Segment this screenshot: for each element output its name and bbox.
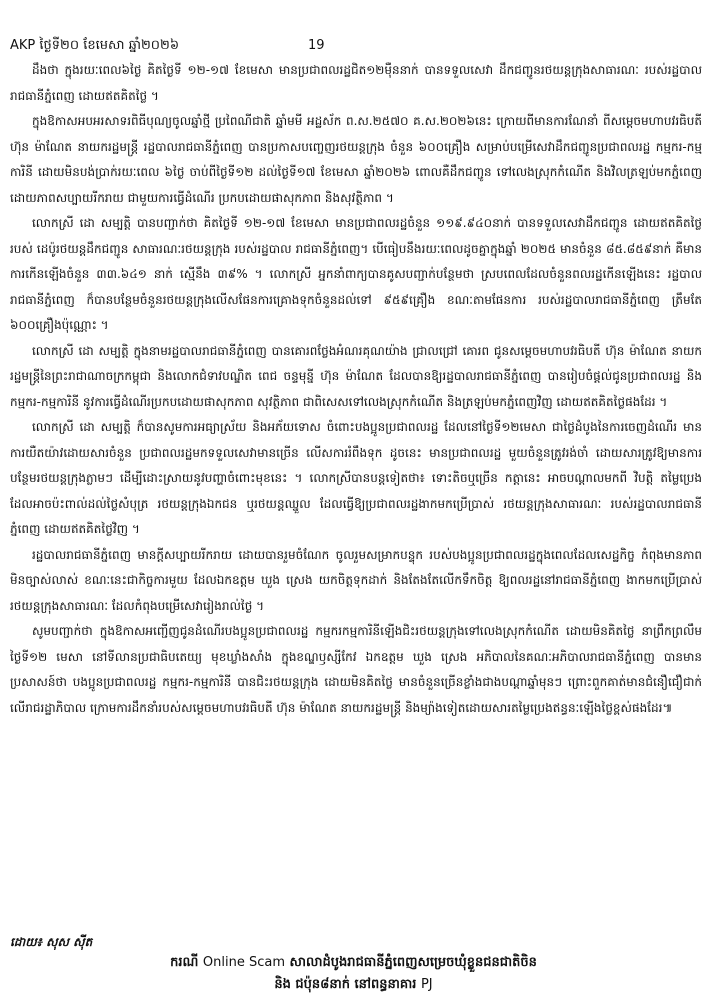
page-header xyxy=(10,36,700,56)
headline-line-2 xyxy=(0,974,707,996)
paragraph-2: ក្នុងឱកាសអបអរសាទរពិធីបុណ្យចូលឆ្នាំថ្មី ប្រពៃណីជាតិ ឆ្នាំមមី អដ្ឋស័ក ព.ស.២៥៧០ គ.ស.២០២៦នេះ ក្រោយពីមានការណែនាំ ពីសម្ដេចមហាបវរធិបតី ហ៊ុន ម៉ាណែត នាយករដ្ឋមន្ត្រី រដ្ឋបាលរាជធានីភ្នំពេញ បានប្រកាសបញ្ចេញរថយន្តក្រុង ចំនួន ៦០០គ្រឿង សម្រាប់បម្រើសេវាដឹកជញ្ជូនប្រជាពលរដ្ឋ កម្មករ-កម្មការិនី ដោយមិនបង់ប្រាក់រយៈពេល ៦ថ្ងៃ ចាប់ពីថ្ងៃទី១២ ដល់ថ្ងៃទី១៧ ខែមេសា ឆ្នាំ២០២៦ ពោលគឺដឹកជញ្ជូន ទៅលេងស្រុកកំណើត និងវិលត្រឡប់មកភ្នំពេញ ដោយភាពសប្បាយរីករាយ ជាមួយការធ្វើដំណើរ ប្រកបដោយផាសុកភាព និងសុវត្ថិភាព ។ xyxy=(10,114,702,205)
article-body xyxy=(10,58,702,930)
header-date: AKP ថ្ងៃទី២០ ខែមេសា ឆ្នាំ២០២៦ xyxy=(10,38,180,53)
page-number: 19 xyxy=(308,38,325,53)
headline-prefix: ករណី xyxy=(170,955,199,970)
headline-line2-latin: PJ xyxy=(420,977,433,992)
paragraph-3: លោកស្រី ដោ សម្បត្តិ បានបញ្ជាក់ថា គិតថ្ងៃទី ១២-១៧ ខែមេសា មានប្រជាពលរដ្ឋចំនួន ១១៩.៩៤០នាក់ បានទទួលសេវាដឹកជញ្ជូន ដោយឥតគិតថ្លៃ របស់ ដេប៉ូរថយន្តដឹកជញ្ជូន សាធារណៈរថយន្តក្រុង របស់រដ្ឋបាល រាជធានីភ្នំពេញ។ បើធៀបនឹងរយៈពេលដូចគ្នាក្នុងឆ្នាំ ២០២៥ មានចំនួន ៨៥.៨៥៩នាក់ គឺមានការកើនឡើងចំនួន ៣៣.៦៤១ នាក់ ស្មើនឹង ៣៩% ។ លោកស្រី អ្នកនាំពាក្យបានគូសបញ្ជាក់បន្ថែមថា ស្របពេលដែលចំនួនពលរដ្ឋកើនឡើងនេះ រដ្ឋបាលរាជធានីភ្នំពេញ ក៏បានបន្ថែមចំនួនរថយន្តក្រុងលើសផែនការគ្រោងទុកចំនួនដល់ទៅ ៩៥៩គ្រឿង ខណៈតាមផែនការ របស់រដ្ឋបាលរាជធានីភ្នំពេញ ត្រឹមតែ ៦០០គ្រឿងប៉ុណ្ណោះ ។ xyxy=(10,216,702,332)
paragraph-4: លោកស្រី ដោ សម្បត្តិ ក្នុងនាមរដ្ឋបាលរាជធានីភ្នំពេញ បានគោរពថ្លែងអំណរគុណយ៉ាង ជ្រាលជ្រៅ គោរព ជូនសម្ដេចមហាបវរធិបតី ហ៊ុន ម៉ាណែត នាយករដ្ឋមន្ត្រីនៃព្រះរាជាណាចក្រកម្ពុជា និងលោកជំទាវបណ្ឌិត ពេជ ចន្ទមុន្នី ហ៊ុន ម៉ាណែត ដែលបានឱ្យរដ្ឋបាលរាជធានីភ្នំពេញ បានរៀបចំផ្ដល់ជូនប្រជាពលរដ្ឋ និងកម្មករ-កម្មការិនី នូវការធ្វើដំណើរប្រកបដោយផាសុកភាព សុវត្ថិភាព ជាពិសេសទៅលេងស្រុកកំណើត និងត្រឡប់មកភ្នំពេញវិញ ដោយឥតគិតថ្លៃផងដែរ ។ xyxy=(10,343,702,409)
next-article-headline xyxy=(0,952,707,996)
headline-line-1 xyxy=(0,952,707,974)
byline: ដោយ៖ សុស ស៊ីត xyxy=(10,935,93,949)
paragraph-7: សូមបញ្ជាក់ថា ក្នុងឱកាសអញ្ជើញជូនដំណើរបងប្អូនប្រជាពលរដ្ឋ កម្មករកម្មការិនីឡើងជិះរថយន្តក្រុងទៅលេងស្រុកកំណើត ដោយមិនគិតថ្លៃ នាព្រឹកព្រលឹមថ្ងៃទី១២ មេសា នៅទីលានប្រជាធិបតេយ្យ មុខឃ្លាំងសាំង ក្នុងខណ្ឌឫស្សីកែវ ឯកឧត្តម ឃួង ស្រេង អភិបាលនៃគណៈអភិបាលរាជធានីភ្នំពេញ បានមានប្រសាសន៍ថា បងប្អូនប្រជាពលរដ្ឋ កម្មករ-កម្មការិនី បានជិះរថយន្តក្រុង ដោយមិនគិតថ្លៃ មានចំនួនច្រើនខ្លាំងជាងបណ្ដាឆ្នាំមុនៗ ព្រោះពួកគាត់មានជំនឿជឿជាក់ លើរាជរដ្ឋាភិបាល ក្រោមការដឹកនាំរបស់សម្ដេចមហាបវរធិបតី ហ៊ុន ម៉ាណែត នាយករដ្ឋមន្ត្រី និងម្យ៉ាងទៀតដោយសារតម្លៃប្រេងឥន្ធនៈឡើងថ្លៃខ្ពស់ផងដែរ៕ xyxy=(10,624,702,715)
paragraph-5: លោកស្រី ដោ សម្បត្តិ ក៏បានសូមការអធ្យាស្រ័យ និងអភ័យទោស ចំពោះបងប្អូនប្រជាពលរដ្ឋ ដែលនៅថ្ងៃទី១២មេសា ជាថ្ងៃដំបូងនៃការចេញដំណើរ មានការយឺតយ៉ាវដោយសារចំនួន ប្រជាពលរដ្ឋមកទទួលសេវាមានច្រើន លើសការរំពឹងទុក ដូចនេះ មានប្រជាពលរដ្ឋ មួយចំនួនត្រូវរង់ចាំ ដោយសារត្រូវឱ្យមានការបន្ថែមរថយន្តក្រុងភ្លាមៗ ដើម្បីដោះស្រាយនូវបញ្ហាចំពោះមុខនេះ ។ លោកស្រីបានបន្តទៀតថា៖ ទោះតិចឬច្រើន កត្តានេះ អាចបណ្ដាលមកពី វិបត្តិ តម្លៃប្រេង ដែលអាចប៉ះពាល់ដល់ថ្លៃសំបុត្រ រថយន្តក្រុងឯកជន ឬរថយន្តឈ្នួល ដែលធ្វើឱ្យប្រជាពលរដ្ឋងាកមកប្រើប្រាស់ រថយន្តក្រុងសាធារណៈ របស់រដ្ឋបាលរាជធានីភ្នំពេញ ដោយឥតគិតថ្លៃវិញ ។ xyxy=(10,420,702,536)
paragraph-6: រដ្ឋបាលរាជធានីភ្នំពេញ មានក្ដីសប្បាយរីករាយ ដោយបានរួមចំណែក ចូលរួមសម្រាកបន្ទុក របស់បងប្អូនប្រជាពលរដ្ឋក្នុងពេលដែលសេដ្ឋកិច្ច កំពុងមានភាពមិនច្បាស់លាស់ ខណៈនេះជាកិច្ចការមួយ ដែលឯកឧត្តម ឃួង ស្រេង យកចិត្តទុកដាក់ និងតែងតែលើកទឹកចិត្ត ឱ្យពលរដ្ឋនៅរាជធានីភ្នំពេញ ងាកមកប្រើប្រាស់រថយន្តក្រុងសាធារណៈ ដែលកំពុងបម្រើសេវារៀងរាល់ថ្ងៃ ។ xyxy=(10,547,702,613)
headline-rest: សាលាដំបូងរាជធានីភ្នំពេញសម្រេចឃុំខ្លួនជនជាតិចិន xyxy=(289,955,537,970)
headline-line2-text: និង ជប៉ុន៨នាក់ នៅពន្ធនាគារ xyxy=(274,977,417,992)
headline-latin: Online Scam xyxy=(202,955,286,970)
paragraph-1: ដឹងថា ក្នុងរយៈពេល៦ថ្ងៃ គិតថ្ងៃទី ១២-១៧ ខែមេសា មានប្រជាពលរដ្ឋជិត១២ម៉ឺននាក់ បានទទួលសេវា ដឹកជញ្ជូនរថយន្តក្រុងសាធារណៈ របស់រដ្ឋបាលរាជធានីភ្នំពេញ ដោយឥតគិតថ្លៃ ។ xyxy=(10,63,702,103)
